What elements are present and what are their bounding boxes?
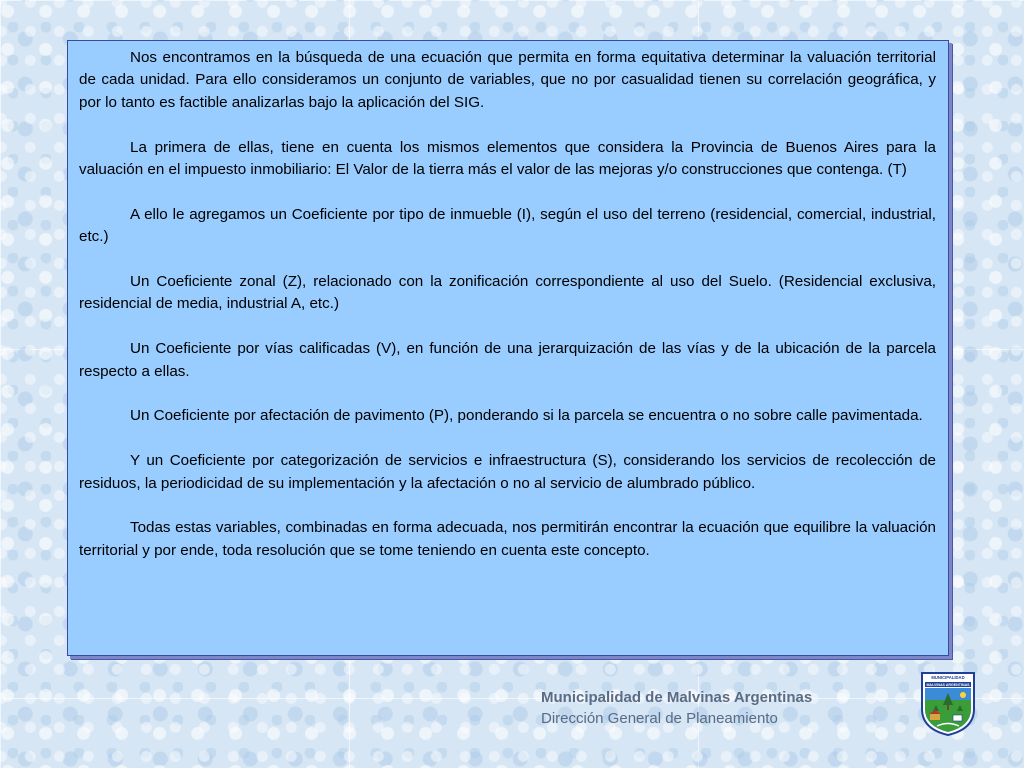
svg-text:MUNICIPALIDAD: MUNICIPALIDAD bbox=[931, 675, 965, 680]
paragraph-7: Y un Coeficiente por categorización de servicios e infraestructura (S), considerando los servicios de recolección de residuos, la periodicidad de su implementación y la afectación o no al servicio de alumbrado público. bbox=[79, 452, 936, 492]
footer-organization: Municipalidad de Malvinas Argentinas bbox=[541, 689, 813, 706]
text-panel bbox=[67, 40, 949, 656]
paragraph-1: Nos encontramos en la búsqueda de una ecuación que permita en forma equitativa determinar la valuación territorial de cada unidad. Para ello consideramos un conjunto de variables, que no por casualidad tienen su correlación geográfica, y por lo tanto es factible analizarlas bajo la aplicación del SIG. bbox=[79, 49, 936, 111]
paragraph-6: Un Coeficiente por afectación de pavimento (P), ponderando si la parcela se encuentra o no sobre calle pavimentada. bbox=[130, 407, 923, 425]
paragraph-8: Todas estas variables, combinadas en forma adecuada, nos permitirán encontrar la ecuación que equilibre la valuación territorial y por ende, toda resolución que se tome teniendo en cuenta este concepto. bbox=[79, 519, 936, 559]
svg-text:MALVINAS ARGENTINAS: MALVINAS ARGENTINAS bbox=[926, 683, 970, 687]
municipal-shield-icon bbox=[919, 671, 977, 737]
paragraph-3: A ello le agregamos un Coeficiente por tipo de inmueble (I), según el uso del terreno (residencial, comercial, industrial, etc.) bbox=[79, 205, 936, 246]
paragraph-5: Un Coeficiente por vías calificadas (V), en función de una jerarquización de las vías y de la ubicación de la parcela respecto a ellas. bbox=[79, 340, 936, 380]
paragraph-4: Un Coeficiente zonal (Z), relacionado con la zonificación correspondiente al uso del Suelo. (Residencial exclusiva, residencial de media, industrial A, etc.) bbox=[79, 273, 936, 313]
footer-department: Dirección General de Planeamiento bbox=[541, 710, 778, 727]
paragraph-2: La primera de ellas, tiene en cuenta los mismos elementos que considera la Provincia de Buenos Aires para la valuación en el impuesto inmobiliario: El Valor de la tierra más el valor de las mejoras y/o construcciones que contenga. (T) bbox=[79, 138, 936, 179]
